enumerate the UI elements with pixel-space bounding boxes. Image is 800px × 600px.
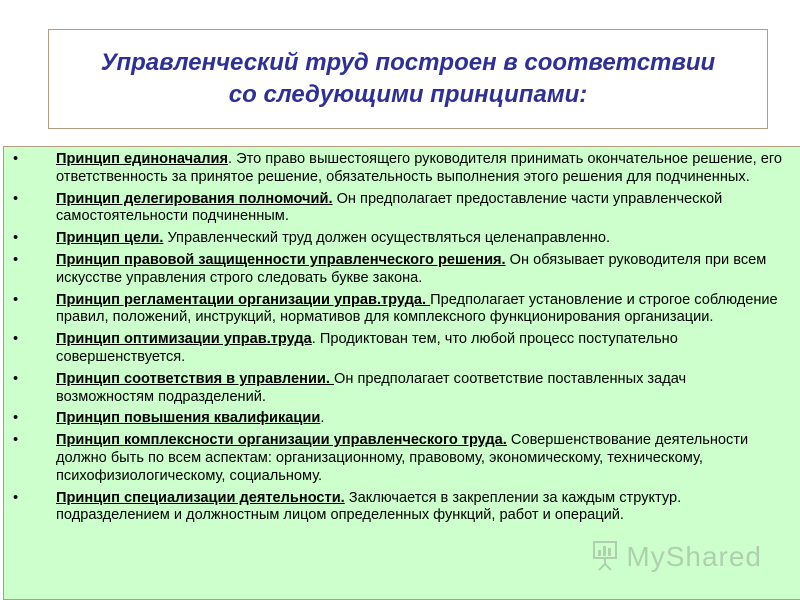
title-box [48, 29, 768, 129]
principle-name: Принцип специализации деятельности. [56, 489, 345, 506]
bullet-icon: • [13, 489, 19, 506]
bullet-icon: • [13, 151, 19, 167]
principle-description: Заключается в закреплении за каждым структур. подразделением и должностным лицом определенных функций, работ и операций. [56, 489, 682, 524]
principle-description: Он предполагает предоставление части управленческой самостоятельности подчиненным. [56, 190, 723, 225]
watermark-text: MyShared [626, 541, 762, 572]
principle-item [4, 371, 788, 407]
principle-name: Принцип повышения квалификации [56, 410, 321, 427]
principle-item [4, 252, 788, 288]
bullet-icon: • [13, 370, 19, 387]
principle-item [4, 490, 788, 526]
principle-name: Принцип комплексности организации управленческого труда. [56, 432, 507, 449]
bullet-icon: • [13, 190, 19, 207]
principle-item [4, 191, 788, 227]
principles-list [4, 147, 800, 525]
principle-item [4, 230, 788, 248]
slide-title [63, 47, 753, 111]
principles-panel [3, 146, 800, 600]
principle-item [4, 410, 788, 428]
principle-description: . [320, 410, 325, 427]
principle-description: Совершенствование деятельности должно быть по всем аспектам: организационному, правовому, экономическому, техническому, психофизиологическому, социальному. [56, 432, 749, 484]
slide-title-line-1: Управленческий труд построен в соответствии [100, 49, 716, 76]
principle-description: . Продиктован тем, что любой процесс поступательно совершенствуется. [56, 331, 678, 365]
myshared-watermark [590, 536, 762, 572]
principle-description: Предполагает установление и строгое соблюдение правил, положений, инструкций, нормативов для комплексного функционирования организации. [56, 291, 778, 326]
principle-name: Принцип делегирования полномочий. [56, 190, 333, 207]
principle-name: Принцип регламентации организации управ.труда. [56, 291, 431, 308]
bullet-icon: • [13, 291, 19, 308]
principle-description: Управленческий труд должен осуществляться целенаправленно. [163, 230, 611, 247]
principle-name: Принцип правовой защищенности управленческого решения. [56, 251, 506, 268]
principle-item [4, 331, 788, 367]
principle-description: Он обязывает руководителя при всем искусстве управления строго следовать букве закона. [56, 251, 767, 286]
principle-item [4, 432, 788, 485]
principle-name: Принцип единоначалия [56, 151, 228, 167]
principle-item [4, 292, 788, 328]
bullet-icon: • [13, 251, 19, 268]
slide-title-line-2: со следующими принципами: [228, 81, 588, 108]
principle-description: . Это право вышестоящего руководителя принимать окончательное решение, его ответственность за принятое решение, обязательность выполнения этого решения для подчиненных. [56, 151, 782, 185]
principle-name: Принцип оптимизации управ.труда [56, 331, 312, 348]
principle-name: Принцип соответствия в управлении. [56, 370, 334, 387]
principle-name: Принцип цели. [56, 230, 164, 247]
bullet-icon: • [13, 331, 19, 348]
principle-item [4, 151, 788, 187]
bullet-icon: • [13, 432, 19, 449]
principle-description: Он предполагает соответствие поставленных задач возможностям подразделений. [56, 370, 687, 405]
bullet-icon: • [13, 230, 19, 247]
myshared-logo-icon [590, 536, 620, 572]
bullet-icon: • [13, 410, 19, 427]
